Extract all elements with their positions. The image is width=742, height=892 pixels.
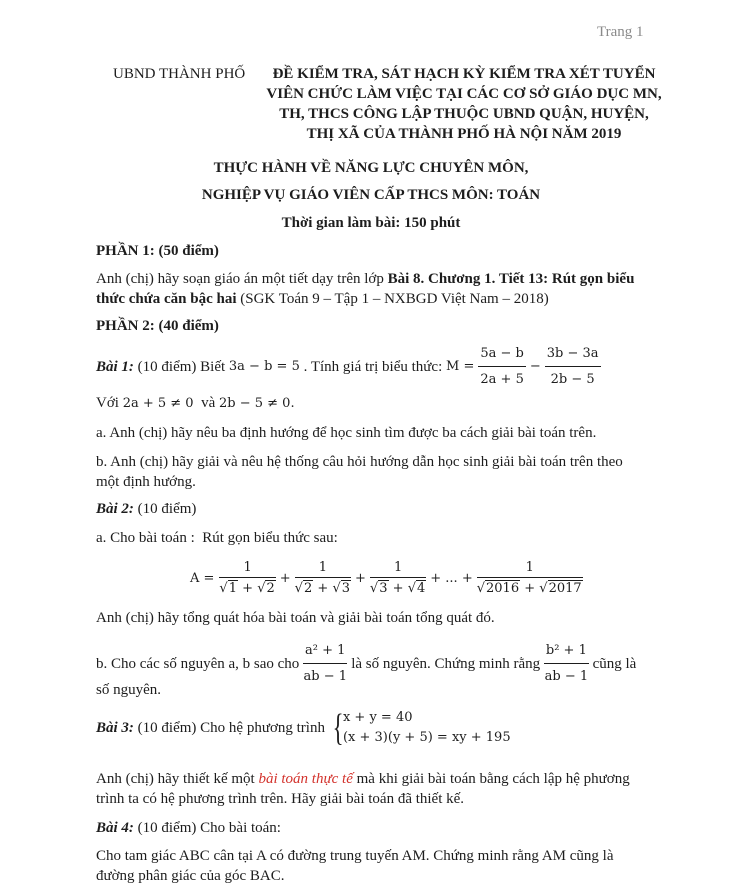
bai2-fraction-a — [303, 641, 347, 687]
radicand: 4 — [416, 581, 426, 596]
exam-title-line: ĐỀ KIỂM TRA, SÁT HẠCH KỲ KIỂM TRA XÉT TUYỂN — [272, 66, 656, 82]
design-highlight: bài toán thực tế — [258, 771, 353, 787]
fraction-numerator: 1 — [295, 560, 351, 578]
bai2-b-mid: là số nguyên. Chứng minh rằng — [347, 656, 544, 672]
fraction-denominator: 2b − 5 — [550, 372, 595, 387]
bai2-item-b — [96, 641, 636, 687]
bai2-heading — [96, 499, 196, 519]
plus-sign: + — [317, 581, 329, 596]
sqrt: √2 — [257, 581, 275, 596]
condition-1: 2a + 5 ≠ 0 — [122, 396, 194, 411]
time-limit: Thời gian làm bài: 150 phút — [281, 215, 461, 231]
plus-sign: + — [355, 570, 366, 586]
bai2-fraction-b — [544, 641, 589, 687]
bai2-sum-expression — [190, 560, 583, 596]
bai1-item-a: a. Anh (chị) hãy nêu ba định hướng để học sinh tìm được ba cách giải bài toán trên. — [96, 425, 597, 441]
bai1-fraction-2 — [545, 344, 601, 390]
sum-term-1 — [219, 560, 275, 596]
bai1-label: Bài 1: — [96, 359, 134, 375]
bai1-statement — [96, 344, 601, 390]
equation-system — [343, 708, 511, 748]
bai3-text: (10 điểm) Cho hệ phương trình — [133, 720, 329, 736]
bai1-given: 3a − b = 5 — [228, 359, 300, 374]
sum-term-2 — [295, 560, 351, 596]
bai2-item-b-cont: số nguyên. — [96, 682, 161, 698]
bai2-b-pre: b. Cho các số nguyên a, b sao cho — [96, 656, 304, 672]
radicand: 2 — [266, 581, 275, 596]
design-post: mà khi giải bài toán bằng cách lập hệ phương — [352, 771, 630, 787]
condition-prefix: Với — [96, 395, 123, 411]
bai2-generalize: Anh (chị) hãy tổng quát hóa bài toán và giải bài toán tổng quát đó. — [96, 610, 495, 626]
bai1-item-b: b. Anh (chị) hãy giải và nêu hệ thống câu hỏi hướng dẫn học sinh giải bài toán trên theo — [96, 454, 623, 470]
sum-term-last — [477, 560, 583, 596]
bai1-ask: . Tính giá trị biểu thức: — [299, 359, 447, 375]
plus-sign: + — [242, 581, 254, 596]
bai2-points: (10 điểm) — [133, 501, 197, 517]
part1-task-line2 — [96, 289, 549, 309]
exam-title-line: VIÊN CHỨC LÀM VIỆC TẠI CÁC CƠ SỞ GIÁO DỤC MN, — [266, 86, 662, 102]
sqrt: √2016 — [476, 581, 520, 596]
part2-heading: PHẦN 2: (40 điểm) — [96, 318, 219, 334]
bai1-fraction-1 — [478, 344, 526, 390]
radicand: 3 — [379, 581, 388, 596]
condition-and: và — [193, 395, 219, 411]
fraction-numerator: 3b − 3a — [545, 344, 601, 367]
exam-title — [264, 64, 664, 144]
bai4-problem-cont: đường phân giác của góc BAC. — [96, 868, 285, 884]
fraction-denominator: 2a + 5 — [480, 372, 524, 387]
bai4-heading — [96, 818, 281, 838]
subtitle-line-2: NGHIỆP VỤ GIÁO VIÊN CẤP THCS MÔN: TOÁN — [201, 187, 541, 203]
minus-sign: − — [529, 359, 541, 374]
radicand: 1 — [228, 581, 237, 596]
bai4-label: Bài 4: — [96, 820, 134, 836]
bai3-design-task-cont: trình ta có hệ phương trình trên. Hãy giải bài toán đã thiết kế. — [96, 791, 465, 807]
fraction-denominator — [370, 578, 426, 596]
bai3-design-task — [96, 769, 630, 789]
bai2-label: Bài 2: — [96, 501, 134, 517]
fraction-numerator: 1 — [477, 560, 583, 578]
sqrt: √3 — [369, 581, 388, 596]
bai3-label: Bài 3: — [96, 720, 134, 736]
bai4-points: (10 điểm) Cho bài toán: — [133, 820, 281, 836]
bai1-condition — [96, 393, 295, 414]
page-number: Trang 1 — [597, 24, 644, 40]
equation-2: (x + 3)(y + 5) = xy + 195 — [342, 730, 511, 745]
equation-1: x + y = 40 — [342, 710, 413, 725]
sqrt: √3 — [332, 581, 351, 596]
sum-lhs: A = — [190, 570, 215, 586]
fraction-denominator — [219, 578, 275, 596]
plus-sign: + — [392, 581, 404, 596]
design-pre: Anh (chị) hãy thiết kế một — [96, 771, 259, 787]
exam-title-line: THỊ XÃ CỦA THÀNH PHỐ HÀ NỘI NĂM 2019 — [306, 126, 622, 142]
fraction-denominator — [295, 578, 351, 596]
part1-text: Anh (chị) hãy soạn giáo án một tiết dạy trên lớp — [96, 271, 388, 287]
sqrt: √2017 — [539, 581, 582, 596]
part1-task — [96, 269, 634, 289]
bai1-lhs: M = — [446, 359, 475, 374]
condition-2: 2b − 5 ≠ 0. — [219, 396, 295, 411]
plus-sign: + — [279, 570, 291, 586]
system-brace: { — [332, 707, 344, 749]
fraction-numerator: 5a − b — [478, 344, 526, 367]
part1-lesson-cont: thức chứa căn bậc hai — [96, 291, 237, 307]
plus-sign: + — [524, 581, 536, 596]
bai2-b-end: cũng là — [588, 656, 637, 672]
bai4-problem: Cho tam giác ABC cân tại A có đường trung tuyến AM. Chứng minh rằng AM cũng là — [96, 848, 614, 864]
fraction-numerator: b² + 1 — [544, 641, 589, 664]
bai1-item-b-cont: một định hướng. — [96, 474, 196, 490]
fraction-numerator: 1 — [219, 560, 275, 578]
bai1-points: (10 điểm) Biết — [133, 359, 229, 375]
part1-lesson: Bài 8. Chương 1. Tiết 13: Rút gọn biểu — [387, 271, 635, 287]
fraction-denominator: ab − 1 — [544, 669, 589, 684]
bai2-item-a: a. Cho bài toán : Rút gọn biểu thức sau: — [96, 530, 338, 546]
fraction-numerator: 1 — [370, 560, 426, 578]
part1-source: (SGK Toán 9 – Tập 1 – NXBGD Việt Nam – 2018) — [236, 291, 549, 307]
sum-term-3 — [370, 560, 426, 596]
ellipsis-plus: + ... + — [430, 570, 473, 586]
fraction-numerator: a² + 1 — [303, 641, 347, 664]
sqrt: √4 — [407, 581, 426, 596]
sqrt: √2 — [294, 581, 313, 596]
radicand: 3 — [341, 581, 351, 596]
fraction-denominator: ab − 1 — [303, 669, 347, 684]
radicand: 2017 — [548, 581, 582, 596]
radicand: 2 — [303, 581, 313, 596]
part1-heading: PHẦN 1: (50 điểm) — [96, 243, 219, 259]
sqrt: √1 — [219, 581, 237, 596]
bai3-statement — [96, 708, 511, 748]
issuing-org: UBND THÀNH PHỐ — [113, 66, 246, 82]
exam-title-line: TH, THCS CÔNG LẬP THUỘC UBND QUẬN, HUYỆN, — [279, 106, 649, 122]
fraction-denominator — [477, 578, 583, 596]
radicand: 2016 — [486, 581, 520, 596]
subtitle-line-1: THỰC HÀNH VỀ NĂNG LỰC CHUYÊN MÔN, — [213, 160, 529, 176]
